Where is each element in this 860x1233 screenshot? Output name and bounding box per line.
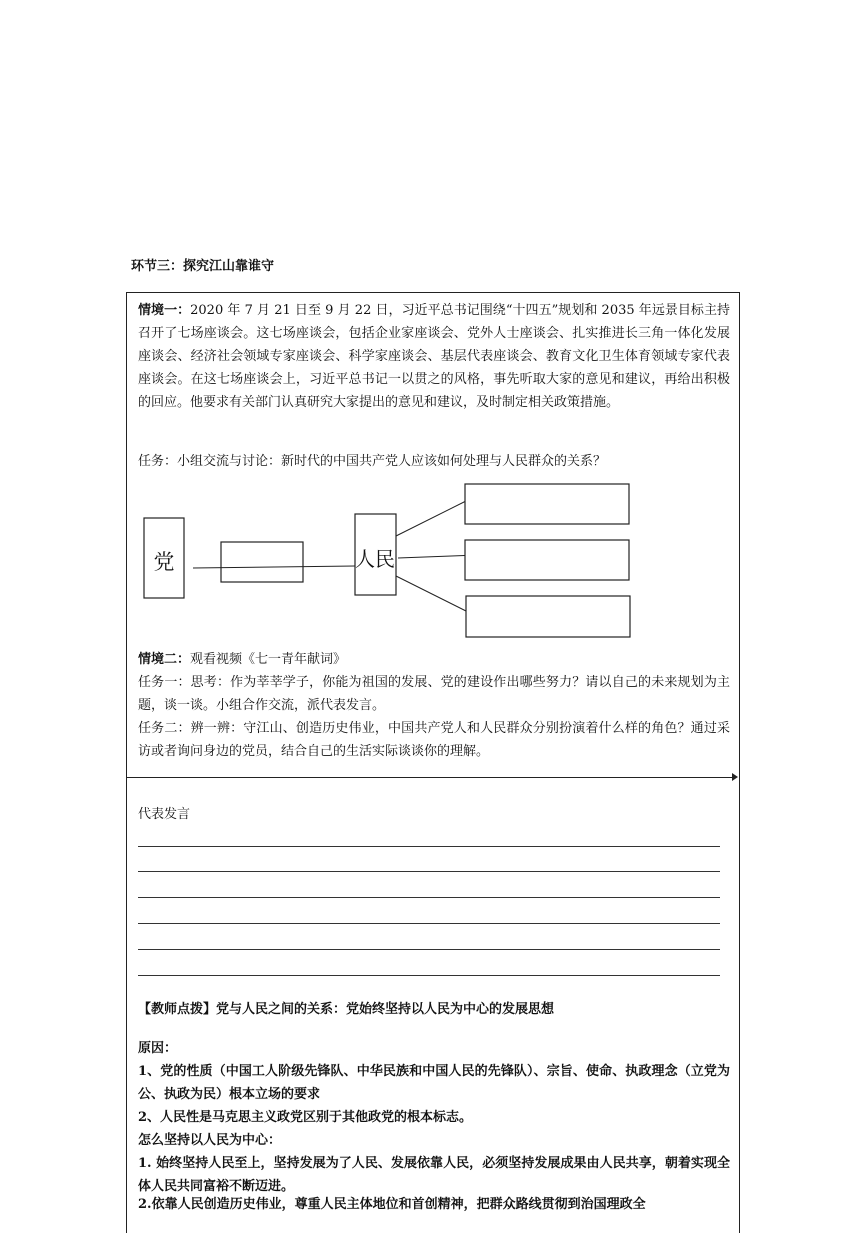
scenario2-paragraph <box>138 648 730 671</box>
answer-line[interactable] <box>138 897 720 898</box>
answer-line[interactable] <box>138 923 720 924</box>
reason-2: 2、人民性是马克思主义政党区别于其他政党的根本标志。 <box>138 1110 473 1125</box>
scenario1-task: 任务：小组交流与讨论：新时代的中国共产党人应该如何处理与人民群众的关系？ <box>138 454 607 469</box>
scenario2-task1: 任务一：思考：作为莘莘学子，你能为祖国的发展、党的建设作出哪些努力？请以自己的未来规划为主题，谈一谈。小组合作交流，派代表发言。 <box>138 675 730 713</box>
answer-line[interactable] <box>138 949 720 950</box>
divider-arrow-icon <box>732 773 738 781</box>
scenario1-paragraph <box>138 299 730 414</box>
branch-line-top <box>396 500 468 536</box>
answer-box-middle <box>465 540 629 580</box>
representative-label: 代表发言 <box>138 807 191 822</box>
answer-line[interactable] <box>138 871 720 872</box>
section-title: 环节三：探究江山靠谁守 <box>131 259 275 274</box>
how-label: 怎么坚持以人民为中心： <box>138 1133 282 1148</box>
people-label: 人民 <box>355 547 395 571</box>
answer-box-bottom <box>466 596 630 637</box>
answer-line[interactable] <box>138 975 720 976</box>
branch-line-bottom <box>396 576 468 612</box>
party-label: 党 <box>153 550 175 574</box>
how-1: 1. 始终坚持人民至上，坚持发展为了人民、发展依靠人民，必须坚持发展成果由人民共享，朝着实现全体人民共同富裕不断迈进。 <box>138 1156 730 1194</box>
answer-box-top <box>465 484 629 524</box>
reason-label: 原因： <box>138 1041 178 1056</box>
reason-1: 1、党的性质（中国工人阶级先锋队、中华民族和中国人民的先锋队）、宗旨、使命、执政理念（立党为公、执政为民）根本立场的要求 <box>138 1064 730 1102</box>
scenario1-text: 2020 年 7 月 21 日至 9 月 22 日，习近平总书记围绕“十四五”规划和 2035 年远景目标主持召开了七场座谈会。这七场座谈会，包括企业家座谈会、党外人士座谈会、扎实推进长三角一体化发展座谈会、经济社会领域专家座谈会、科学家座谈会、基层代表座谈会、教育文化卫生体育领域专家代表座谈会。在这七场座谈会上，习近平总书记一以贯之的风格，事先听取大家的意见和建议，再给出积极的回应。他要求有关部门认真研究大家提出的意见和建议，及时制定相关政策措施。 <box>138 303 730 410</box>
scenario1-label: 情境一： <box>138 303 191 318</box>
section-divider <box>126 777 736 778</box>
relationship-diagram <box>138 480 638 645</box>
scenario2-label: 情境二： <box>138 652 191 667</box>
scenario2-text: 观看视频《七一青年献词》 <box>190 652 347 667</box>
teacher-heading: 【教师点拨】党与人民之间的关系：党始终坚持以人民为中心的发展思想 <box>138 1002 555 1017</box>
how-2: 2.依靠人民创造历史伟业，尊重人民主体地位和首创精神，把群众路线贯彻到治国理政全 <box>138 1197 646 1212</box>
middle-blank-box <box>221 542 303 582</box>
scenario2-task2: 任务二：辨一辨：守江山、创造历史伟业，中国共产党人和人民群众分别扮演着什么样的角色？通过采访或者询问身边的党员，结合自己的生活实际谈谈你的理解。 <box>138 721 730 759</box>
answer-line[interactable] <box>138 846 720 847</box>
